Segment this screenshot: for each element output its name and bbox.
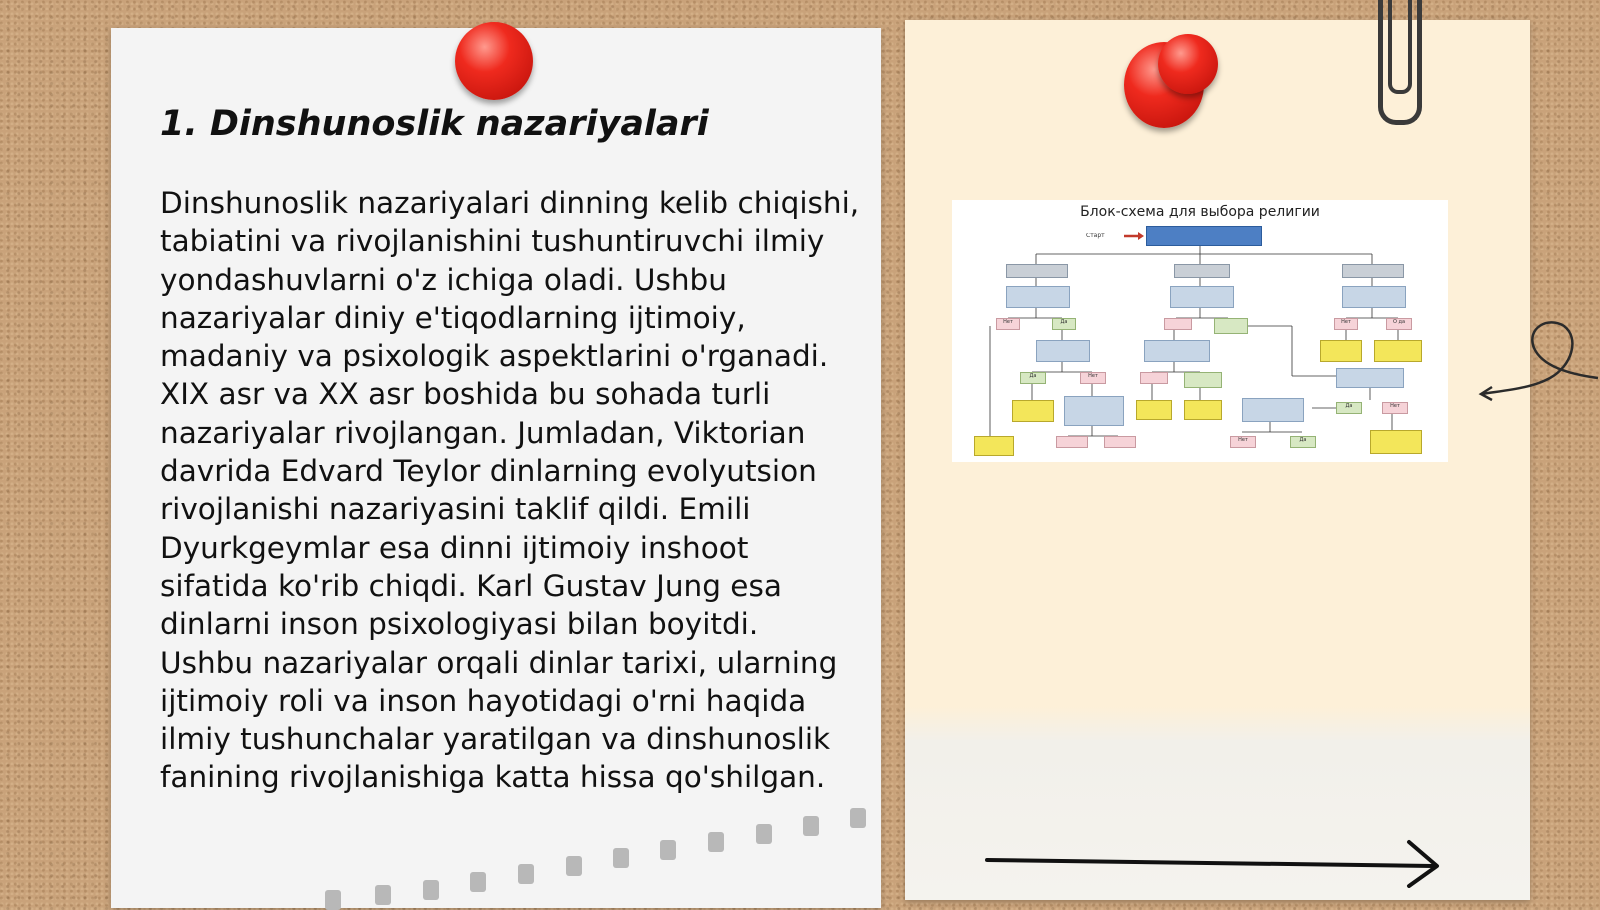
flowchart-node [1136,400,1172,420]
pushpin-icon [455,22,533,100]
flowchart-node [1214,318,1248,334]
flowchart-start-label: Старт [1086,233,1105,239]
flowchart-title: Блок-схема для выбора религии [1080,204,1320,220]
flowchart-node [1184,372,1222,388]
flowchart-node [1140,372,1168,384]
flowchart-start-node [1146,226,1262,246]
flowchart-node-no: Нет [1382,402,1408,414]
pushpin-icon [1158,34,1218,94]
flowchart-node [1342,286,1406,308]
flowchart-node [1056,436,1088,448]
flowchart-node-yes: Да [1336,402,1362,414]
slide-body-text: Dinshunoslik nazariyalari dinning kelib chiqishi, tabiatini va rivojlanishini tushuntiruvchi ilmiy yondashuvlarni o'z ichiga oladi. Ushbu nazariyalar diniy e'tiqodlarning ijtimoiy, madaniy va psixologik aspektlarini o'rganadi. XIX asr va XX asr boshida bu sohada turli nazariyalar rivojlangan. Jumladan, Viktorian davrida Edvard Teylor dinlarning evolyutsion rivojlanishi nazariyasini taklif qildi. Emili Dyurkgeymlar esa dinni ijtimoiy inshoot sifatida ko'rib chiqdi. Karl Gustav Jung esa dinlarni inson psixologiyasi bilan boyitdi. Ushbu nazariyalar orqali dinlar tarixi, ularning ijtimoiy roli va inson hayotidagi o'rni haqida ilmiy tushunchalar yaratilgan va dinshunoslik fanining rivojlanishiga katta hissa qo'shilgan. [160,186,860,795]
flowchart-node [1164,318,1192,330]
flowchart-node [1320,340,1362,362]
flowchart-node [1036,340,1090,362]
flowchart-node [1104,436,1136,448]
paperclip-icon [1388,0,1412,94]
flowchart-node [1012,400,1054,422]
religion-flowchart-image [952,200,1448,462]
slide-title: 1. Dinshunoslik nazariyalari [160,104,709,144]
flowchart-node-yes: Да [1052,318,1076,330]
flowchart-node [1174,264,1230,278]
flowchart-node-yes: Да [1020,372,1046,384]
flowchart-node [1006,264,1068,278]
arrow-right-icon [985,838,1445,888]
flowchart-node [1144,340,1210,362]
flowchart-node [1374,340,1422,362]
flowchart-node-yes-short: О да [1386,318,1412,330]
flowchart-node [1370,430,1422,454]
flowchart-node-no: Нет [1230,436,1256,448]
flowchart-node-no: Нет [996,318,1020,330]
flowchart-node [1342,264,1404,278]
flowchart-node [974,436,1014,456]
flowchart-node-yes: Да [1290,436,1316,448]
flowchart-node [1006,286,1070,308]
flowchart-node [1242,398,1304,422]
flowchart-node [1184,400,1222,420]
curl-arrow-icon [1478,312,1600,412]
flowchart-node [1170,286,1234,308]
flowchart-node [1336,368,1404,388]
flowchart-node-no: Нет [1334,318,1358,330]
flowchart-node-no: Нет [1080,372,1106,384]
flowchart-node [1064,396,1124,426]
